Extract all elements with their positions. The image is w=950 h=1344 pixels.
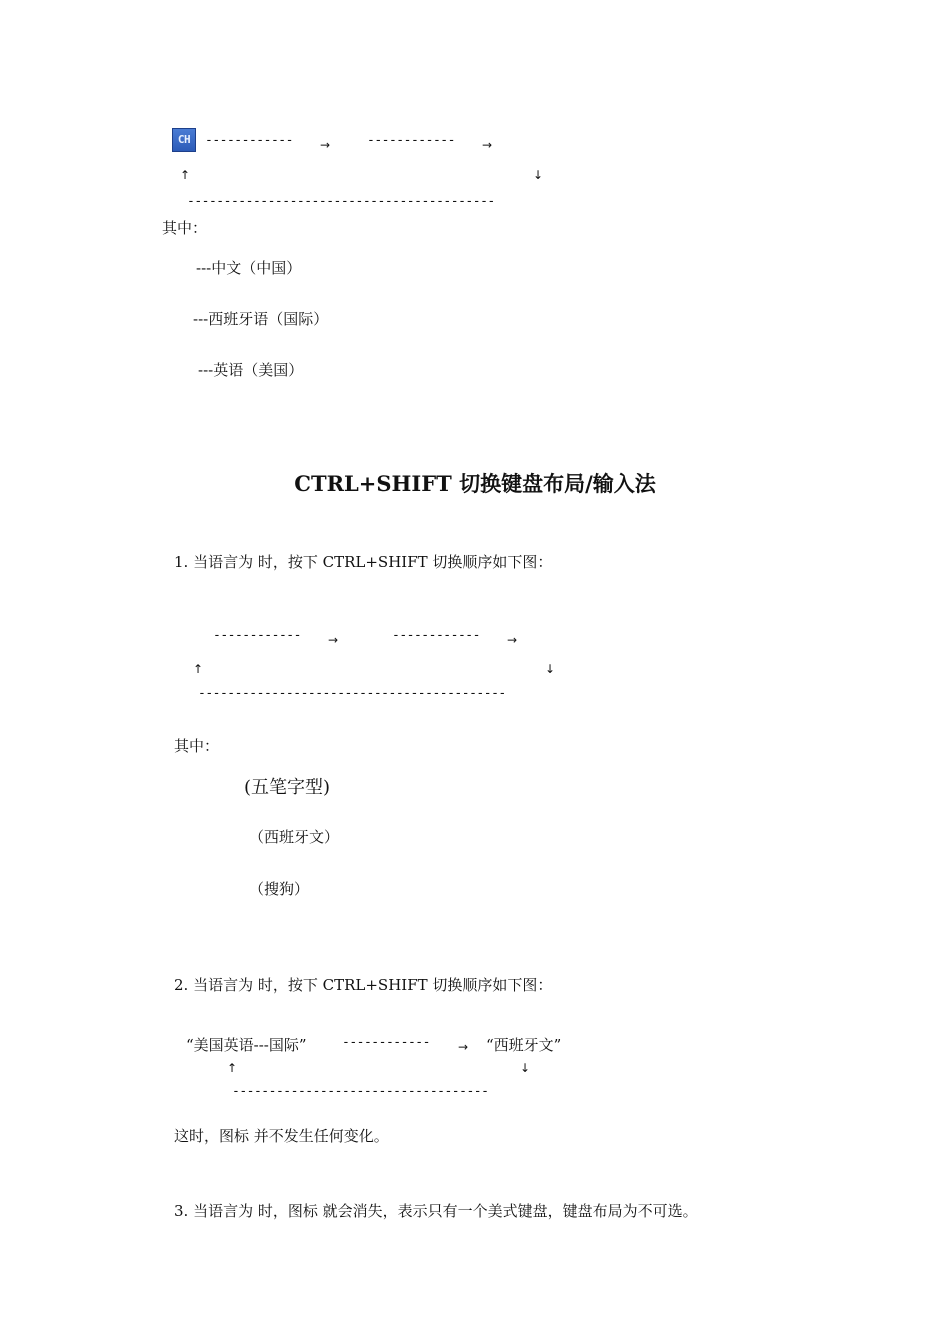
item1-text: 1. 当语言为 时，按下 CTRL+SHIFT 切换顺序如下图： [174,553,553,571]
section-title: CTRL+SHIFT 切换键盘布局/输入法 [294,471,656,496]
right-arrow-icon: → [458,1040,469,1054]
up-arrow-icon: ↑ [193,662,204,676]
item1-dash-b: ------------ [392,628,480,643]
diagram1-dash-bottom: ------------------------------------------ [187,194,495,209]
down-arrow-icon: ↓ [520,1061,531,1075]
item3-text: 3. 当语言为 时，图标 就会消失，表示只有一个美式键盘，键盘布局为不可选。 [174,1202,698,1220]
legend1-heading: 其中： [162,219,208,237]
item1-dash-bottom: ------------------------------------------ [198,686,506,701]
item2-text: 2. 当语言为 时，按下 CTRL+SHIFT 切换顺序如下图： [174,976,553,994]
legend1-item: ---西班牙语（国际） [193,310,329,328]
item2-dash-bottom: ----------------------------------- [232,1084,489,1099]
ch-language-icon: CH [172,128,196,152]
right-arrow-icon: → [482,138,493,152]
legend1-item: ---英语（美国） [198,361,304,379]
up-arrow-icon: ↑ [180,168,191,182]
right-arrow-icon: → [328,633,339,647]
legend2-item: （搜狗） [249,880,310,898]
down-arrow-icon: ↓ [545,662,556,676]
up-arrow-icon: ↑ [227,1061,238,1075]
legend2-item: (五笔字型) [244,777,331,798]
item2-right-label: “西班牙文” [486,1036,562,1054]
item2-note: 这时，图标 并不发生任何变化。 [174,1127,389,1145]
legend1-item: ---中文（中国） [196,259,302,277]
right-arrow-icon: → [507,633,518,647]
diagram1-dash-b: ------------ [367,133,455,148]
item2-dash-mid: ------------ [342,1035,430,1050]
diagram1-dash-a: ------------ [205,133,293,148]
item2-left-label: “美国英语---国际” [186,1036,307,1054]
legend2-heading: 其中： [174,737,220,755]
item1-dash-a: ------------ [213,628,301,643]
right-arrow-icon: → [320,138,331,152]
legend2-item: （西班牙文） [249,828,340,846]
down-arrow-icon: ↓ [533,168,544,182]
